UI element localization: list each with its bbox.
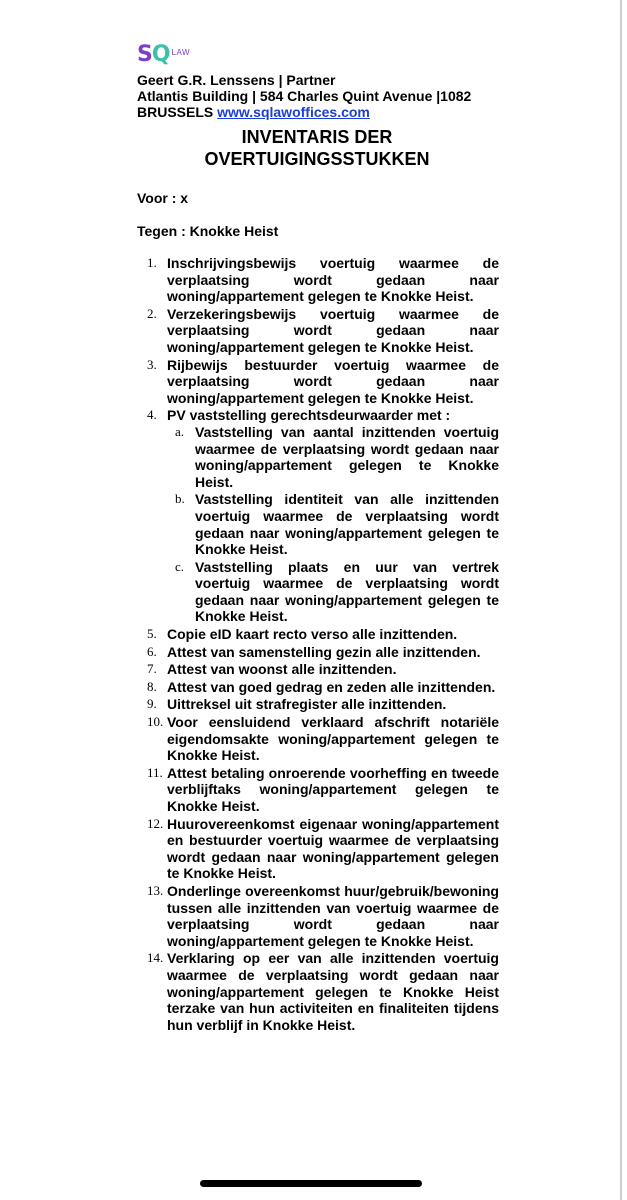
list-item: 3. Rijbewijs bestuurder voertuig waarmee de verplaatsing wordt gedaan naar woning/appartement gelegen te Knokke Heist. xyxy=(147,356,499,406)
header-address: Atlantis Building | 584 Charles Quint Avenue |1082 xyxy=(137,88,472,104)
document-title xyxy=(137,126,497,170)
website-link[interactable]: www.sqlawoffices.com xyxy=(217,104,370,120)
page-edge xyxy=(620,0,622,1200)
title-line-1: INVENTARIS DER xyxy=(241,127,393,147)
list-item: 13. Onderlinge overeenkomst huur/gebruik/bewoning tussen alle inzittenden van voertuig waarmee de verplaatsing wordt gedaan naar woning/appartement gelegen te Knokke Heist. xyxy=(147,882,499,949)
sub-list-item: c. Vaststelling plaats en uur van vertrek voertuig waarmee de verplaatsing wordt gedaan naar woning/appartement gelegen te Knokke Heist. xyxy=(175,558,499,625)
list-item: 2. Verzekeringsbewijs voertuig waarmee de verplaatsing wordt gedaan naar woning/appartement gelegen te Knokke Heist. xyxy=(147,305,499,355)
tegen-line: Tegen : Knokke Heist xyxy=(137,223,279,239)
list-item: 5. Copie eID kaart recto verso alle inzittenden. xyxy=(147,626,458,643)
voor-line: Voor : x xyxy=(137,190,189,206)
list-item: 4. PV vaststelling gerechtsdeurwaarder met : a. Vaststelling van aantal inzittenden voertuig waarmee de verplaatsing wordt gedaan naar woning/appartement gelegen te Knokke Heist. b. Vaststelling identiteit van alle inzittenden voertuig waarmee de verplaatsing wordt gedaan naar woning/appartement gelegen te Knokke Heist. c. Vaststelling plaats en uur van vertrek voertuig waarmee de verplaatsing wordt gedaan naar woning/appartement gelegen te Knokke Heist. xyxy=(147,407,499,625)
sub-list-item: b. Vaststelling identiteit van alle inzittenden voertuig waarmee de verplaatsing wordt gedaan naar woning/appartement gelegen te Knokke Heist. xyxy=(175,491,499,558)
list-item: 9. Uittreksel uit strafregister alle inzittenden. xyxy=(147,696,447,713)
list-item: 7. Attest van woonst alle inzittenden. xyxy=(147,661,397,678)
header-city-line: BRUSSELS www.sqlawoffices.com xyxy=(137,104,370,120)
list-item: 11. Attest betaling onroerende voorheffing en tweede verblijftaks woning/appartement gelegen te Knokke Heist. xyxy=(147,764,499,814)
list-item: 6. Attest van samenstelling gezin alle inzittenden. xyxy=(147,643,481,660)
list-item: 12. Huurovereenkomst eigenaar woning/appartement en bestuurder voertuig waarmee de verplaatsing wordt gedaan naar woning/appartement gelegen te Knokke Heist. xyxy=(147,815,499,882)
sub-list xyxy=(167,424,499,625)
inventory-list xyxy=(147,255,499,1034)
letterhead xyxy=(137,72,497,120)
header-name: Geert G.R. Lenssens | Partner xyxy=(137,72,336,88)
list-item: 14. Verklaring op eer van alle inzittenden voertuig waarmee de verplaatsing wordt gedaan naar woning/appartement gelegen te Knokke Heist terzake van hun activiteiten en finaliteiten tijdens hun verblijf in Knokke Heist. xyxy=(147,950,499,1033)
list-item: 10. Voor eensluidend verklaard afschrift notariële eigendomsakte woning/appartement gelegen te Knokke Heist. xyxy=(147,714,499,764)
logo-law-text: LAW xyxy=(171,48,191,57)
home-indicator[interactable] xyxy=(200,1180,422,1187)
title-line-2: OVERTUIGINGSSTUKKEN xyxy=(204,149,430,169)
list-item: 8. Attest van goed gedrag en zeden alle inzittenden. xyxy=(147,678,496,695)
logo-mark: SQ xyxy=(137,42,170,67)
sq-law-logo xyxy=(137,42,190,66)
sub-list-item: a. Vaststelling van aantal inzittenden voertuig waarmee de verplaatsing wordt gedaan naar woning/appartement gelegen te Knokke Heist. xyxy=(175,423,499,490)
list-item: 1. Inschrijvingsbewijs voertuig waarmee de verplaatsing wordt gedaan naar woning/appartement gelegen te Knokke Heist. xyxy=(147,255,499,305)
